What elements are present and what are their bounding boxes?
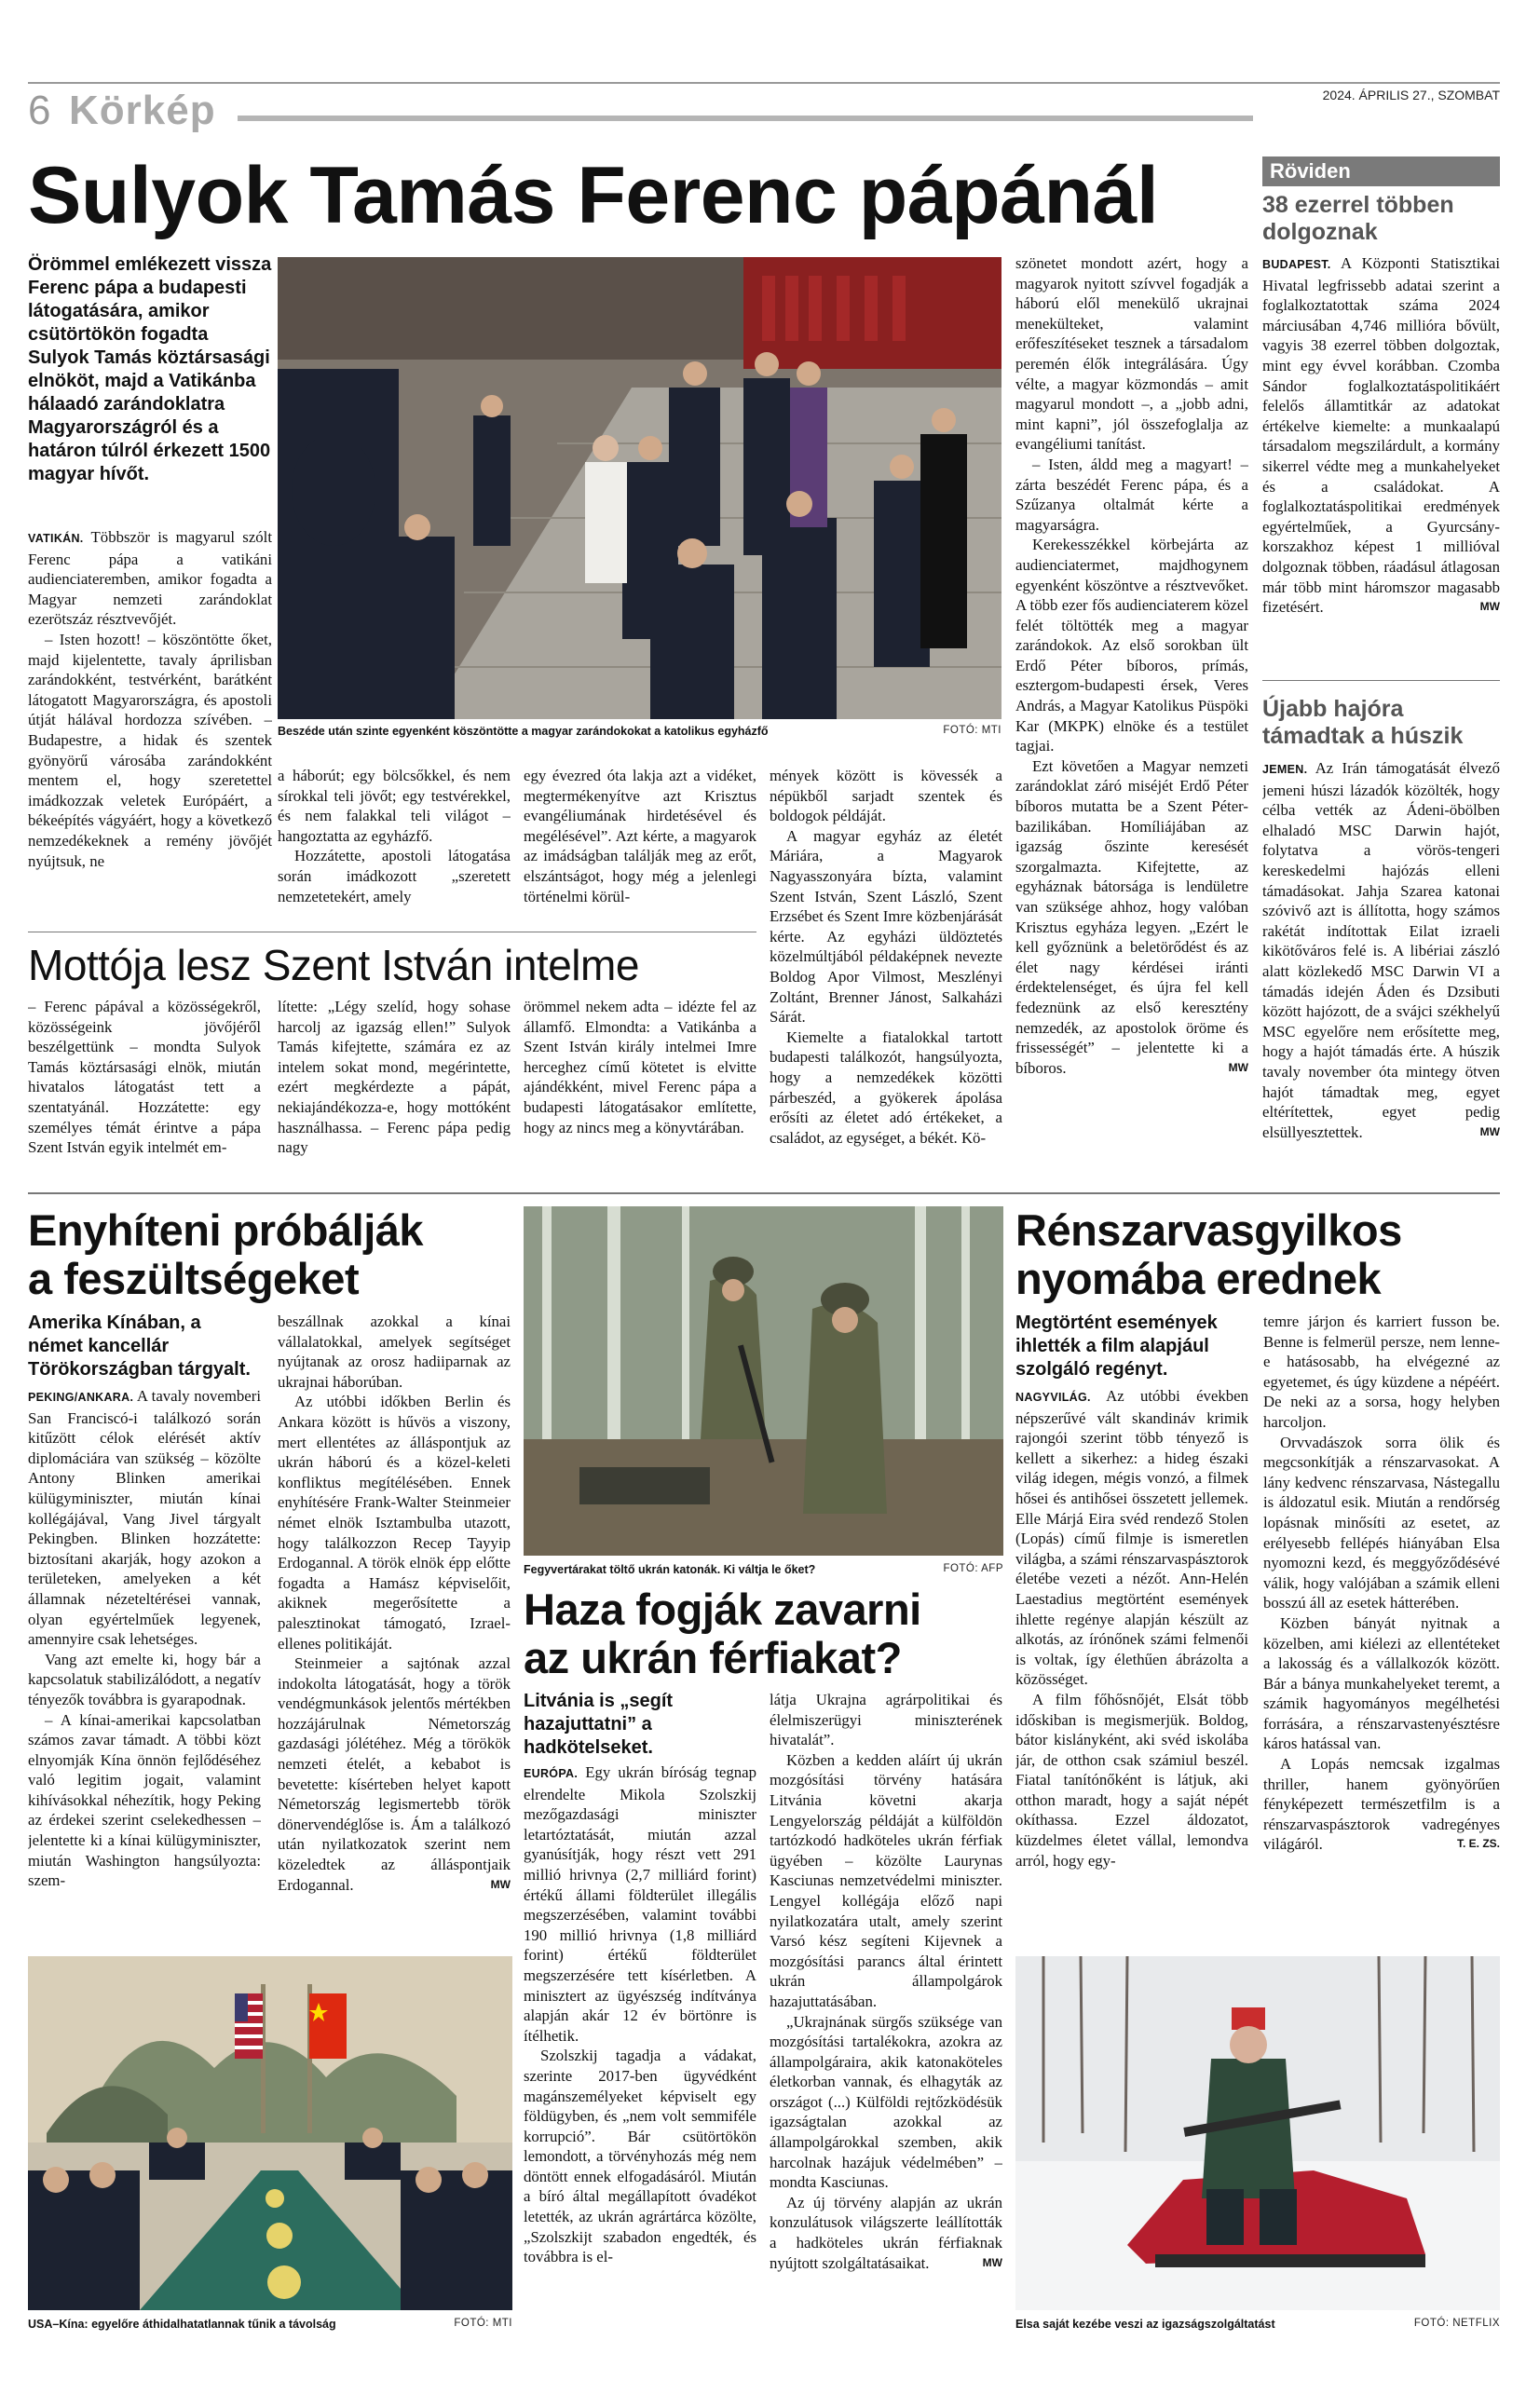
main-col-3 <box>524 766 756 922</box>
sub-col3-text: örömmel nekem adta – idézte fel az államfő. Elmondta: a Vatikánba a Szent István király intelmei Imre herceghez című kötetet is elvitte ajándékként, mivel Ferenc pápa a budapesti látogatásakor említette, hogy az nincs meg a könyvtárában. <box>524 998 756 1136</box>
section-divider <box>28 1192 1500 1194</box>
main-col2-p2: Hozzátette, apostoli látogatása során imádkozott „szeretett nemzetetekért, amely <box>278 847 511 905</box>
sub-col-1 <box>28 997 261 1174</box>
usa-col2-p2 <box>278 1653 511 1895</box>
page-header <box>28 82 1500 138</box>
reindeer-photo-caption-text: Elsa saját kezébe veszi az igazságszolgáltatást <box>1015 2318 1275 2331</box>
snow-snowmobile-illustration <box>1015 1956 1500 2310</box>
main-col4-p1: A magyar egyház az életét Máriára, a Magyarok Nagyasszonyára bízta, valamint Szent István, Szent László, Szent Erzsébet és Szent Imre közbenjárását kérte. Az egyházi üldöztetés közelmúltjából példaképnek nevezte Boldog Apor Vilmost, Meszlényi Zoltánt, Brenner Jánost, Salkaházi Sárát. <box>770 826 1002 1027</box>
usa-col-2 <box>278 1312 511 1943</box>
usa-col1-p1: A tavaly novemberi San Franciscó-i találkozó során kitűzött célok elérését aktív diplomáciára van szükség – közölte Antony Blinken amerikai külügyminiszter, miután kínai kollégájával, Vang Jivel tárgyalt Pekingben. Blinken hozzátette: biztosítani akarják, hogy azokon a területeken, amelyeken a két államnak nézeteltérései vannak, olyan egyértelműek legyenek, amennyire csak lehetséges. <box>28 1387 261 1649</box>
ukraine-photo-caption-text: Fegyvertárakat töltő ukrán katonák. Ki váltja le őket? <box>524 1563 816 1576</box>
main-col1-p1: Többször is magyarul szólt Ferenc pápa a vatikáni audienciateremben, amikor fogadta a Magyar nemzeti zarándoklat ezerötszáz résztvevőjét. <box>28 528 272 629</box>
reindeer-col-1 <box>1015 1386 1248 1945</box>
main-col4-p2: Kiemelte a fiatalokkal tartott budapesti találkozót, hangsúlyozta, hogy a nemzedékek közötti párbeszéd, a gyökerek ápolása erősíti az életet adó értékeket, a családot, az egységet, a békét. Kö- <box>770 1027 1002 1147</box>
usa-col1-p2: Vang azt emelte ki, hogy bár a kapcsolatuk stabilizálódott, a negatív tényezők továbbra is gyarapodnak. <box>28 1650 261 1708</box>
sidebar-item1-title: 38 ezerrel többen dolgoznak <box>1262 192 1454 245</box>
ukraine-photo <box>524 1206 1003 1556</box>
usa-col1-p3: – A kínai-amerikai kapcsolatban számos zavar támadt. A többi közt elnyomják Kína önnön fejlődéséhez való legitim jogait, valamint kihívásokkal néhezítik, hogy Peking az érdekei szerint cselekedhessen – jelentette ki a kínai külügyminiszter, miután Washington hangsúlyozta: szem- <box>28 1710 261 1890</box>
ukraine-col2-p2: „Ukrajnának sürgős szüksége van mozgósítási tartalékokra, azokra az állampolgáraira, akik katonaköteles életkorban vannak, és elhagyták az országot (...) Külföldi rejtőzködésük igazságtalan azokkal az állampolgárokkal szemben, akik harcolnak hazájuk védelmében” – mondta Kasciunas. <box>770 2012 1002 2192</box>
main-col-5 <box>1015 253 1248 1176</box>
sidebar-item1-dateline: BUDAPEST. <box>1262 258 1331 271</box>
reindeer-col2-p3 <box>1263 1754 1500 1855</box>
usa-photo-caption-text: USA–Kína: egyelőre áthidalhatatlannak tűnik a távolság <box>28 2318 336 2331</box>
reindeer-headline <box>1015 1206 1500 1303</box>
sidebar-divider <box>1262 680 1500 681</box>
ukraine-col2-p1: Közben a kedden aláírt új ukrán mozgósítási törvény hatására Litvánia követni akarja Lengyelország példáját a külföldön tartózkodó hadköteles ukrán férfiak ügyében – közölte Laurynas Kasciunas nemzetvédelmi miniszter. Lengyel kollégája előző napi nyilatkozatára utalt, amely szerint Varsó kész segíteni Kijevnek a mozgósítási parancs által érintett ukrán állampolgárok hazajuttatásában. <box>770 1750 1002 2010</box>
main-col5-p1: – Isten, áldd meg a magyart! – zárta beszédét Ferenc pápa, és a Szűzanya oltalmát kérte a magyarságra. <box>1015 455 1248 534</box>
ukraine-photo-credit: FOTÓ: AFP <box>943 1563 1003 1574</box>
section-title: Körkép <box>69 88 216 133</box>
reindeer-col2-p3-text: A Lopás nemcsak izgalmas thriller, hanem gyönyörűen fényképezett természetfilm is a rénszarvaspásztorok vadregényes világáról. <box>1263 1755 1500 1854</box>
ukraine-headline-line2: az ukrán férfiakat? <box>524 1633 902 1682</box>
reindeer-col2-p1: Orvvadászok sorra ölik és megcsonkítják a rénszarvasokat. A lány kedvenc rénszarvasa, Nástegallu is áldozatul esik. Miután a rendőrség lopásnak minősíti az esetet, az erélyesebb fellépés hiányában Elsa nyomozni kezd, és meggyőződésévé válik, hogy valójában a számik elleni bosszú áll az esetek hátterében. <box>1263 1433 1500 1612</box>
reindeer-signature: T. E. ZS. <box>1456 1837 1500 1851</box>
reindeer-col2-p2: Közben bányát nyitnak a közelben, ami kiélezi az ellentéteket a lakosság és a vállalkozók között. Bár a bánya munkahelyeket teremt, a számik hagyományos megélhetési forrására, a rénszarvastenyésztésre káros hatással van. <box>1263 1613 1500 1753</box>
ukraine-col2-p0: látja Ukrajna agrárpolitikai és élelmiszerügyi miniszterének hivatalát”. <box>770 1691 1002 1749</box>
ukraine-col-2 <box>770 1690 1002 2320</box>
sub-col2-text: lítette: „Légy szelíd, hogy sohase harcolj az igazság ellen!” Sulyok Tamás kifejtette, számára ez az intelem sokat mond, megérintette, ezért megkérdezte a pápát, nekiajándékozza-e, hogy mottóként használhassa. – Ferenc pápa pedig nagy <box>278 998 511 1157</box>
main-col3-p1: egy évezred óta lakja azt a vidéket, megtermékenyítve azt Krisztus evangéliumának hirdetésével és megélésével”. Azt kérte, a magyarok az imádságban találják meg az erőt, elszántságot, hogy még a jelenlegi történelmi körül- <box>524 767 756 905</box>
main-col5-p3-text: Ezt követően a Magyar nemzeti zarándoklat záró miséjét Erdő Péter bíboros mutatta be a Szent Péter-bazilikában. Homíliájában az igazság őszinte keresését szorgalmazta. Kifejtette, az egyháznak bátorsága is lendületre van szüksége ahhoz, hogy valóban Krisztus egyháza legyen. „Ezért le kell győznünk a beletörődést és az élet nagy kérdései iránti érdektelenséget, és újra fel kell fedeznünk az első keresztény nemzedék, az apostolok öröme és frissességét” – jelentette ki a bíboros. <box>1015 756 1248 1077</box>
main-photo-credit: FOTÓ: MTI <box>943 725 1001 736</box>
reindeer-dateline: NAGYVILÁG. <box>1015 1391 1091 1404</box>
sidebar-item1-signature: MW <box>1479 600 1500 614</box>
main-col5-p2: Kerekesszékkel körbejárta az audienciatermet, majdhogynem egyenként köszöntve a résztvevőket. A több ezer fős audienciaterem közel felét töltötték meg a magyar zarándokok. Az első sorokban ült Erdő Péter bíboros, prímás, esztergom-budapesti érsek, Veres András, a Magyar Katolikus Püspöki Kar (MKPK) elnöke és a testület tagjai. <box>1015 536 1248 755</box>
usa-headline <box>28 1206 512 1303</box>
reindeer-col-2 <box>1263 1312 1500 1945</box>
sidebar-item2-title: Újabb hajóra támadtak a húszik <box>1262 696 1464 749</box>
ukraine-headline <box>524 1585 1008 1682</box>
ukraine-photo-caption <box>524 1563 1003 1576</box>
sub-col-3 <box>524 997 756 1174</box>
ukraine-col1-p1: Egy ukrán bíróság tegnap elrendelte Mikola Szolszkij mezőgazdasági miniszter letartóztatását, miután azzal gyanúsítják, hogy részt vett 291 millió hrivnya (2,7 milliárd forint) értékű állami földterület illegális megszerzésében, valamint további 190 millió hrivnya (1,8 milliárd forint) értékű földterület megszerzésére tett kísérletben. A minisztert az ügyészség indítványa alapján akár 12 év börtönre is ítélhetik. <box>524 1763 756 2045</box>
sidebar-item2-dateline: JEMEN. <box>1262 763 1308 776</box>
usa-photo-caption <box>28 2318 512 2331</box>
ukraine-headline-line1: Haza fogják zavarni <box>524 1585 921 1634</box>
sub-headline: Mottója lesz Szent István intelme <box>28 941 639 989</box>
usa-photo-credit: FOTÓ: MTI <box>454 2318 512 2329</box>
main-lead: Örömmel emlékezett vissza Ferenc pápa a budapesti látogatására, amikor csütörtökön fogadta Sulyok Tamás köztársasági elnököt, majd a Vatikánba hálaadó zarándoklatra Magyarországról és a határon túlról érkezett 1500 magyar hívőt. <box>28 254 272 484</box>
usa-col2-p2-text: Steinmeier a sajtónak azzal indokolta látogatását, hogy a török vendégmunkások jelentős mértékben hozzájárulnak Németország gazdasági jólétéhez. Még a törökök nemzeti ételét, a kebabot is bevetette: kísérteben helyet kapott Németország legismertebb török dönervendéglőse is. Ám a találkozó után nyilatkozatok szerint nem közeledtek az álláspontjaik Erdogannal. <box>278 1654 511 1894</box>
usa-lead: Amerika Kínában, a német kancellár Törökországban tárgyalt. <box>28 1313 251 1380</box>
usa-signature: MW <box>490 1877 511 1891</box>
reindeer-col1-p2: A film főhősnőjét, Elsát több időskiban is megismerjük. Boldog, bátor kislányként, aki svéd iskolába jár, de otthon csak számiul beszél. Fiatal tanítónőként is látjuk, aki otthon maradt, hogy a saját népét okíthassa. Ezzel áldozatot, küzdelmes életet vállal, lemondva arról, hogy egy- <box>1015 1690 1248 1870</box>
ukraine-col1-p2: Szolszkij tagadja a vádakat, szerinte 2017-ben ügyvédként magánszemélyeket képviselt egy földügyben, és „nem volt semmiféle korrupció”. Bár csütörtökön lemondott, a törvényhozás még nem döntött ennek elfogadásáról. Miután a bíró által megállapított óvadékot letették, az ukrán agrártárca közölte, „Szolszkijt szabadon engedték, és továbbra is el- <box>524 2047 756 2266</box>
usa-col-1 <box>28 1386 261 1943</box>
ukraine-dateline: EURÓPA. <box>524 1767 579 1780</box>
header-rule-top <box>28 82 1500 84</box>
sidebar-item2-body <box>1262 758 1500 1177</box>
reindeer-col2-p0: temre járjon és karriert fusson be. Benne is felmerül persze, nem lenne-e hatásosabb, ha elvégezné az egyetemet, és úgy küzdene a népéért. De neki az a sorsa, hogy helyben harcoljon. <box>1263 1313 1500 1431</box>
usa-headline-line2: a feszültségeket <box>28 1254 360 1303</box>
usa-col2-p0: beszállnak azokkal a kínai vállalatokkal, amelyek segítséget nyújtanak az orosz hadiiparnak az ukrajnai háborúban. <box>278 1313 511 1391</box>
main-photo-caption <box>278 725 1001 738</box>
reindeer-headline-line2: nyomába erednek <box>1015 1254 1382 1303</box>
forest-soldiers-illustration <box>524 1206 1003 1556</box>
reindeer-col1-p1: Az utóbbi években népszerűvé vált skandináv krimik rajongói szerint több tényező is kellett a sikerhez: a hideg északi világ idegen, mégis vonzó, a filmek hősei és antihősei összetett jellemek. Elle Márjá Eira svéd rendező Stolen (Lopás) című filmje is ismeretlen világba, a számi rénszarvaspásztorok életébe vezeti a nézőt. Ann-Helén Laestadius megtörtént események ihlette regénye alapján készült az alkotás, az írónőnek számi felmenői is voltak, így élethűen ábrázolta a közösséget. <box>1015 1387 1248 1689</box>
meeting-room-illustration <box>28 1956 512 2310</box>
main-col5-p3 <box>1015 756 1248 1079</box>
main-col-4 <box>770 766 1002 1176</box>
header-date: 2024. ÁPRILIS 27., SZOMBAT <box>1322 88 1500 102</box>
sub-col1-text: – Ferenc pápával a közösségekről, közösségeink jövőjéről beszélgettünk – mondta Sulyok Tamás köztársasági elnök, miután hivatalos látogatást tett a szentatyánál. Hozzátette: egy személyes témát érintve a pápa Szent István egyik intelmét em- <box>28 998 261 1157</box>
usa-dateline: PEKING/ANKARA. <box>28 1391 134 1404</box>
main-col5-p0: szönetet mondott azért, hogy a magyarok nyitott szívvel fogadják a háború elől menekülő ukrajnai menekülteket, valamint erőfeszítéseket tesznek a társadalom peremén élők integrálására. Úgy vélte, a magyar közmondás – amit magyarul mondott –, a „jobb adni, mint kapni”, jól összefoglalja az evangéliumi tanítást. <box>1015 254 1248 454</box>
sidebar-item1-text: A Központi Statisztikai Hivatal legfrissebb adatai szerint a foglalkoztatottak száma 2024 márciusában 4,746 millióra bővült, vagyis 38 ezerrel többen dolgoztak, mint egy évvel korábban. Czomba Sándor foglalkoztatáspolitikáért felelős államtitkár az adatokat értékelve kiemelte: a munkaalapú társadalom megszilárdult, a kormány sikerrel védte meg a munkahelyeket és a családokat. A foglalkoztatáspolitikai eredmények egyértelműek, a Gyurcsány-korszakhoz képest 1 millióval dolgoznak többen, ráadásul átlagosan már több mint háromszor magasabb fizetésért. <box>1262 254 1500 617</box>
reindeer-lead: Megtörtént események ihlették a film alapjául szolgáló regényt. <box>1015 1313 1218 1380</box>
reindeer-headline-line1: Rénszarvasgyilkos <box>1015 1205 1402 1255</box>
sidebar-label: Röviden <box>1262 156 1500 186</box>
ukraine-col2-p3 <box>770 2193 1002 2273</box>
header-rule-line <box>238 116 1253 121</box>
ukraine-signature: MW <box>982 2255 1002 2269</box>
ukraine-col2-p3-text: Az új törvény alapján az ukrán konzulátusok világszerte leállították a hadköteles ukrán férfiaknak nyújtott szolgáltatásaikat. <box>770 2193 1002 2272</box>
sidebar-item2-text: Az Irán támogatását élvező jemeni húszi lázadók közölték, hogy célba vették az Ádeni-öbölben elhaladó MSC Darwin hajót, folytatva a vörös-tengeri kereskedelmi hajózás elleni támadásokat. Jahja Szarea katonai szóvivő azt is állította, hogy számos rakétát indítottak Eilat izraeli kikötőváros felé is. A libériai zászló alatt közlekedő MSC Darwin VI a támadás idején Áden és Dzsibuti között hajózott, de a svájci székhelyű MSC egyelőre nem erősítette meg, hogy a hajót támadás érte. A húszik tavaly november óta mintegy ötven hajót támadtak meg, egyet eltérítettek, egyet pedig elsüllyesztettek. <box>1262 759 1500 1141</box>
main-col2-p1: a háborút; egy bölcsőkkel, és nem sírokkal teli jövőt; egy testvérekkel, és nem falakkal teli világot – hangoztatta az egyházfő. <box>278 767 511 845</box>
sidebar-item2-signature: MW <box>1479 1124 1500 1138</box>
main-col1-p2: – Isten hozott! – köszöntötte őket, majd kijelentette, tavaly áprilisban zarándokként, testvérként, barátként látogatott Magyarországra, és apostoli útját hálával hordozza szívében. – Budapestre, a hidak és szentek gyönyörű városába zarándokként mentem el, hogy szeretettel imádkozzak veletek Európáért, a békeépítés vágyáért, hogy a következő nemzedékeknek a remény jövőjét nyújtsuk, ne <box>28 630 272 870</box>
main-dateline: VATIKÁN. <box>28 532 84 545</box>
sub-col-2 <box>278 997 511 1174</box>
reindeer-photo-caption <box>1015 2318 1500 2331</box>
usa-photo <box>28 1956 512 2310</box>
ukraine-col-1 <box>524 1762 756 2320</box>
reindeer-photo-credit: FOTÓ: NETFLIX <box>1413 2318 1500 2329</box>
usa-col2-p1: Az utóbbi időkben Berlin és Ankara között is hűvös a viszony, mert ellentétes az álláspontjuk az ukrán háború és a közel-keleti konfliktus megítélésében. Ennek enyhítésére Frank-Walter Steinmeier német elnök Isztambulba utazott, hogy találkozzon Recep Tayyip Erdogannal. A török elnök épp előtte fogadta a Hamász képviselőit, akiknek megerősítette a palesztinokat támogató, Izrael-ellenes politikáját. <box>278 1393 511 1653</box>
main-photo <box>278 257 1001 719</box>
usa-headline-line1: Enyhíteni próbálják <box>28 1205 424 1255</box>
sidebar <box>1262 151 1500 1180</box>
ukraine-lead: Litvánia is „segít hazajuttatni” a hadkötelseket. <box>524 1691 674 1758</box>
sidebar-item1-body <box>1262 253 1500 654</box>
audience-hall-illustration <box>278 257 1001 719</box>
main-photo-caption-text: Beszéde után szinte egyenként köszöntötte a magyar zarándokokat a katolikus egyházfő <box>278 725 769 738</box>
reindeer-photo <box>1015 1956 1500 2310</box>
main-signature: MW <box>1228 1060 1248 1074</box>
main-col-2 <box>278 766 511 922</box>
main-col4-p0: mények között is kövessék a népükből sarjadt szentek és boldogok példáját. <box>770 767 1002 825</box>
page-number: 6 <box>28 88 51 133</box>
main-col-1 <box>28 527 272 918</box>
main-headline: Sulyok Tamás Ferenc pápánál <box>28 151 1159 240</box>
